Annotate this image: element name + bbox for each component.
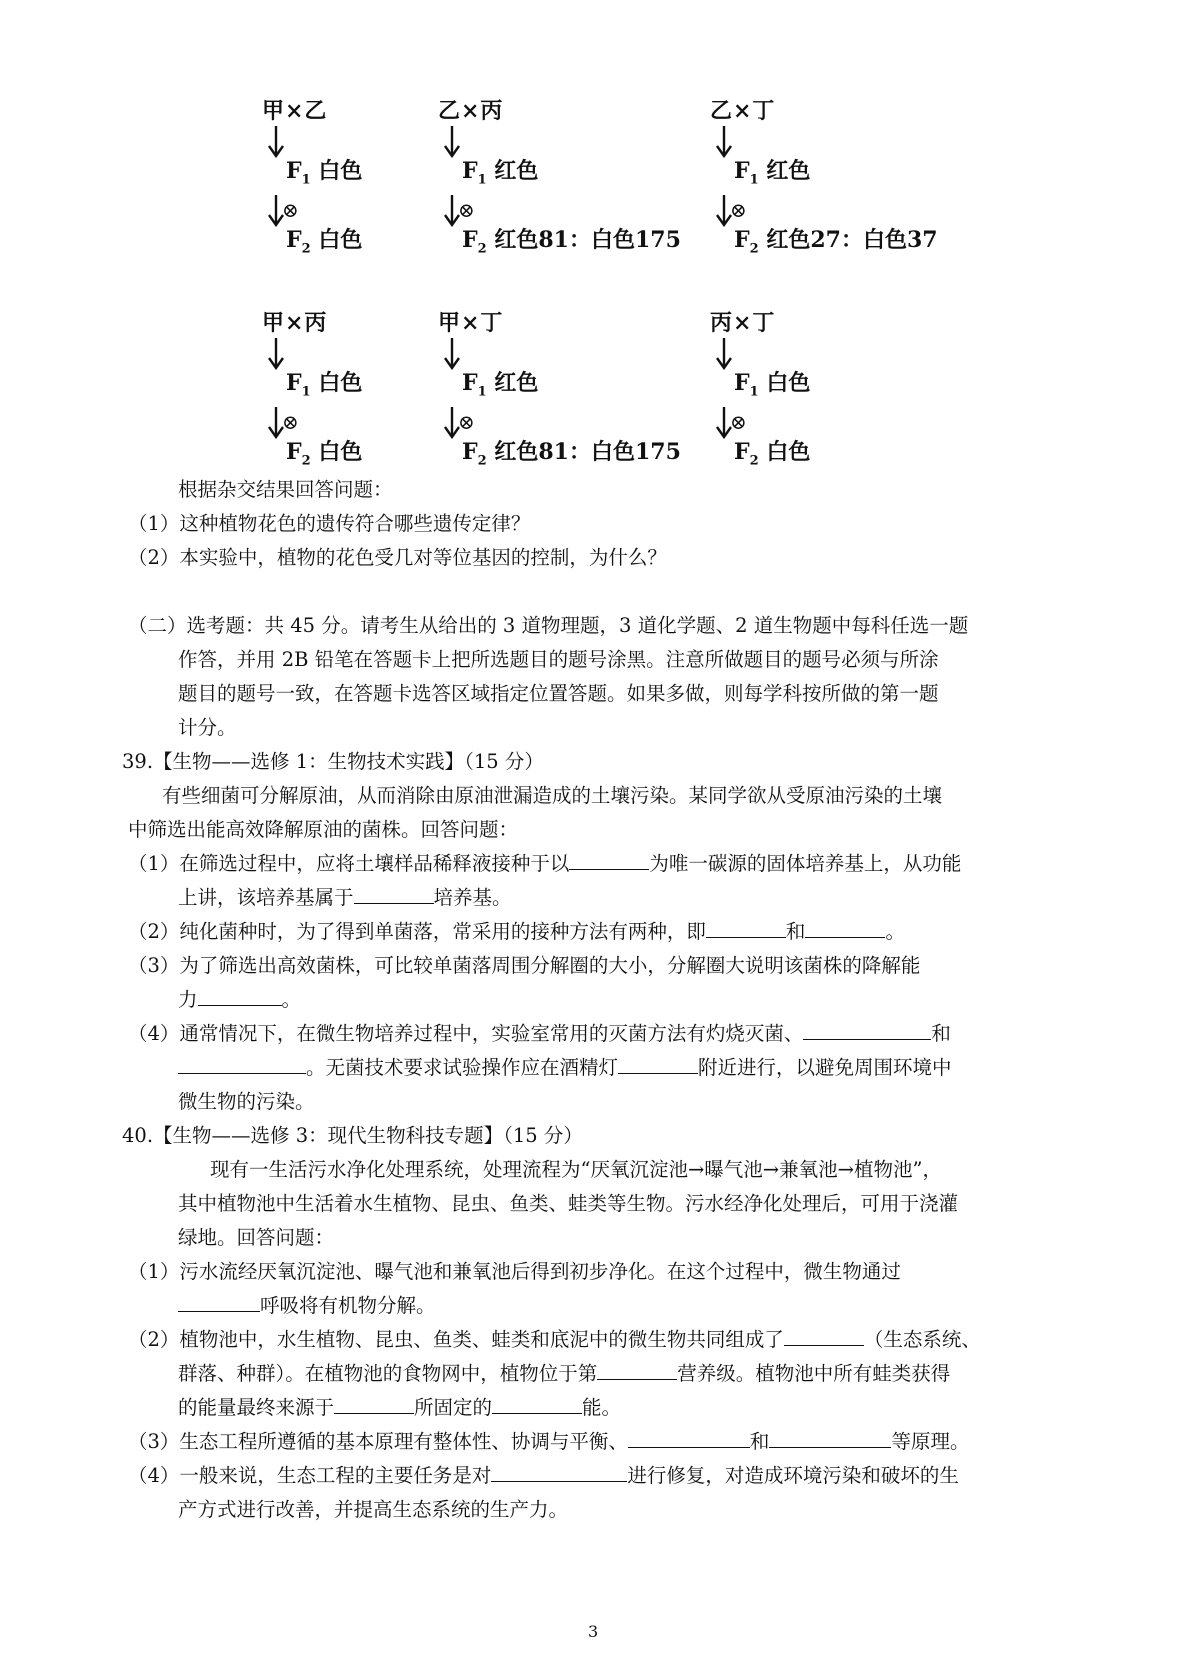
down-arrow-icon (714, 336, 734, 370)
q39-part-4-line-3: 微生物的污染。 (178, 1090, 315, 1113)
answer-blank-q39-3[interactable] (198, 985, 282, 1006)
cross-parents: 甲×丙 (262, 310, 328, 336)
q38-question-1: （1）这种植物花色的遗传符合哪些遗传定律？ (128, 512, 531, 535)
q40-p1-text-b: 呼吸将有机物分解。 (260, 1294, 436, 1317)
q40-p2-text-b: （生态系统、 (863, 1328, 981, 1351)
down-arrow-icon (442, 336, 462, 370)
f1-result: $F_1$ 红色 (734, 158, 811, 188)
cross-parents: 乙×丙 (438, 98, 504, 124)
q39-p2-text-b: 和 (785, 920, 806, 943)
q40-p3-text-a: （3）生态工程所遵循的基本原理有整体性、协调与平衡、 (128, 1430, 628, 1453)
self-cross-symbol: ⊗ (282, 410, 299, 435)
q40-p2-text-f: 所固定的 (414, 1396, 493, 1419)
cross-diagram (710, 98, 938, 263)
q39-part-3-line-1: （3）为了筛选出高效菌株，可比较单菌落周围分解圈的大小，分解圈大说明该菌株的降解能 (128, 954, 921, 977)
answer-blank-q39-4b[interactable] (178, 1053, 306, 1074)
q39-p4-text-d: 附近进行，以避免周围环境中 (698, 1056, 952, 1079)
cross-diagram (262, 98, 362, 263)
answer-blank-q40-1[interactable] (178, 1291, 260, 1312)
f1-result: $F_1$ 白色 (286, 370, 363, 400)
q39-p1-text-b: 为唯一碳源的固体培养基上，从功能 (649, 852, 962, 875)
q40-part-4-line-2: 产方式进行改善，并提高生态系统的生产力。 (178, 1498, 569, 1521)
q39-intro-2: 中筛选出能高效降解原油的菌株。回答问题： (128, 818, 519, 841)
q39-intro-1: 有些细菌可分解原油，从而消除由原油泄漏造成的土壤污染。某同学欲从受原油污染的土壤 (162, 784, 943, 807)
answer-blank-q40-2c[interactable] (334, 1393, 414, 1414)
cross-diagram (262, 310, 362, 475)
q39-p4-text-c: 。无菌技术要求试验操作应在酒精灯 (306, 1056, 619, 1079)
q39-p1-text-c: 上讲，该培养基属于 (178, 886, 354, 909)
section2-line-3: 题目的题号一致，在答题卡选答区域指定位置答题。如果多做，则每学科按所做的第一题 (178, 682, 939, 705)
q38-intro: 根据杂交结果回答问题： (178, 478, 393, 501)
answer-blank-q40-3b[interactable] (769, 1427, 891, 1448)
answer-blank-q39-4c[interactable] (618, 1053, 698, 1074)
cross-diagram (438, 98, 681, 263)
q39-p1-text-a: （1）在筛选过程中，应将土壤样品稀释液接种于以 (128, 852, 570, 875)
q39-p4-text-b: 和 (931, 1022, 951, 1045)
q40-part-1-line-1: （1）污水流经厌氧沉淀池、曝气池和兼氧池后得到初步净化。在这个过程中，微生物通过 (128, 1260, 901, 1283)
q40-p4-text-b: 进行修复，对造成环境污染和破坏的生 (627, 1464, 959, 1487)
answer-blank-q40-3a[interactable] (628, 1427, 750, 1448)
cross-parents: 甲×丁 (438, 310, 504, 336)
answer-blank-q39-1b[interactable] (354, 883, 434, 904)
f1-result: $F_1$ 白色 (286, 158, 363, 188)
cross-parents: 甲×乙 (262, 98, 328, 124)
f1-result: $F_1$ 白色 (734, 370, 811, 400)
q40-p3-text-b: 和 (749, 1430, 770, 1453)
f1-result: $F_1$ 红色 (462, 370, 539, 400)
q40-part-4-line-1 (128, 1461, 959, 1491)
answer-blank-q39-2b[interactable] (805, 917, 885, 938)
self-cross-symbol: ⊗ (282, 198, 299, 223)
f2-result: $F_2$ 红色81：白色175 (462, 439, 681, 469)
answer-blank-q40-4[interactable] (491, 1461, 627, 1482)
cross-diagram (710, 310, 810, 475)
q39-part-1-line-1 (128, 849, 961, 879)
answer-blank-q39-2a[interactable] (706, 917, 786, 938)
q40-part-2-line-2 (178, 1359, 950, 1389)
q39-p2-text-a: （2）纯化菌种时，为了得到单菌落，常采用的接种方法有两种，即 (128, 920, 706, 943)
f2-result: $F_2$ 红色81：白色175 (462, 227, 681, 257)
q39-p3-text-c: 。 (281, 988, 302, 1011)
page-number: 3 (588, 1622, 599, 1641)
q40-part-2-line-1 (128, 1325, 981, 1355)
q40-p2-text-d: 营养级。植物池中所有蛙类获得 (677, 1362, 951, 1385)
section2-line-1: （二）选考题：共 45 分。请考生从给出的 3 道物理题，3 道化学题、2 道生物题中每科任选一题 (128, 614, 969, 637)
q40-p2-text-c: 群落、种群）。在植物池的食物网中，植物位于第 (178, 1362, 598, 1385)
q39-p4-text-a: （4）通常情况下，在微生物培养过程中，实验室常用的灭菌方法有灼烧灭菌、 (128, 1022, 804, 1045)
f1-result: $F_1$ 红色 (462, 158, 539, 188)
cross-diagram (438, 310, 681, 475)
q40-intro-2: 其中植物池中生活着水生植物、昆虫、鱼类、蛙类等生物。污水经净化处理后，可用于浇灌 (178, 1192, 959, 1215)
q39-part-2 (128, 917, 905, 947)
q39-part-1-line-2 (178, 883, 512, 913)
q40-p2-text-a: （2）植物池中，水生植物、昆虫、鱼类、蛙类和底泥中的微生物共同组成了 (128, 1328, 784, 1351)
answer-blank-q39-4a[interactable] (803, 1019, 931, 1040)
q40-intro-1: 现有一生活污水净化处理系统，处理流程为“厌氧沉淀池→曝气池→兼氧池→植物池”， (210, 1158, 942, 1181)
q39-part-4-line-1 (128, 1019, 951, 1049)
down-arrow-icon (714, 124, 734, 158)
section2-line-2: 作答，并用 2B 铅笔在答题卡上把所选题目的题号涂黑。注意所做题目的题号必须与所涂 (178, 648, 939, 671)
f2-result: $F_2$ 白色 (734, 439, 811, 469)
q40-part-2-line-3 (178, 1393, 621, 1423)
self-cross-symbol: ⊗ (730, 410, 747, 435)
q40-p4-text-a: （4）一般来说，生态工程的主要任务是对 (128, 1464, 492, 1487)
f2-result: $F_2$ 红色27：白色37 (734, 227, 938, 257)
down-arrow-icon (266, 336, 286, 370)
answer-blank-q39-1a[interactable] (569, 849, 649, 870)
cross-parents: 丙×丁 (710, 310, 776, 336)
self-cross-symbol: ⊗ (458, 198, 475, 223)
self-cross-symbol: ⊗ (730, 198, 747, 223)
f2-result: $F_2$ 白色 (286, 439, 363, 469)
cross-parents: 乙×丁 (710, 98, 776, 124)
f2-result: $F_2$ 白色 (286, 227, 363, 257)
self-cross-symbol: ⊗ (458, 410, 475, 435)
q40-title: 40.【生物——选修 3：现代生物科技专题】（15 分） (122, 1124, 583, 1147)
q40-part-1-line-2 (178, 1291, 436, 1321)
q39-p2-text-c: 。 (885, 920, 905, 943)
q39-p3-text-b: 力 (178, 988, 198, 1011)
down-arrow-icon (442, 124, 462, 158)
q40-p3-text-c: 等原理。 (891, 1430, 970, 1453)
q40-part-3 (128, 1427, 969, 1457)
answer-blank-q40-2b[interactable] (597, 1359, 677, 1380)
q39-p1-text-d: 培养基。 (433, 886, 512, 909)
answer-blank-q40-2d[interactable] (492, 1393, 582, 1414)
q39-part-3-line-2 (178, 985, 301, 1015)
q40-intro-3: 绿地。回答问题： (178, 1226, 335, 1249)
q39-part-4-line-2 (178, 1053, 952, 1083)
q39-title: 39.【生物——选修 1：生物技术实践】（15 分） (122, 750, 544, 773)
answer-blank-q40-2a[interactable] (784, 1325, 864, 1346)
q40-p2-text-e: 的能量最终来源于 (178, 1396, 335, 1419)
down-arrow-icon (266, 124, 286, 158)
q40-p2-text-g: 能。 (582, 1396, 622, 1419)
section2-line-4: 计分。 (178, 716, 237, 739)
q38-question-2: （2）本实验中，植物的花色受几对等位基因的控制，为什么？ (128, 546, 667, 569)
